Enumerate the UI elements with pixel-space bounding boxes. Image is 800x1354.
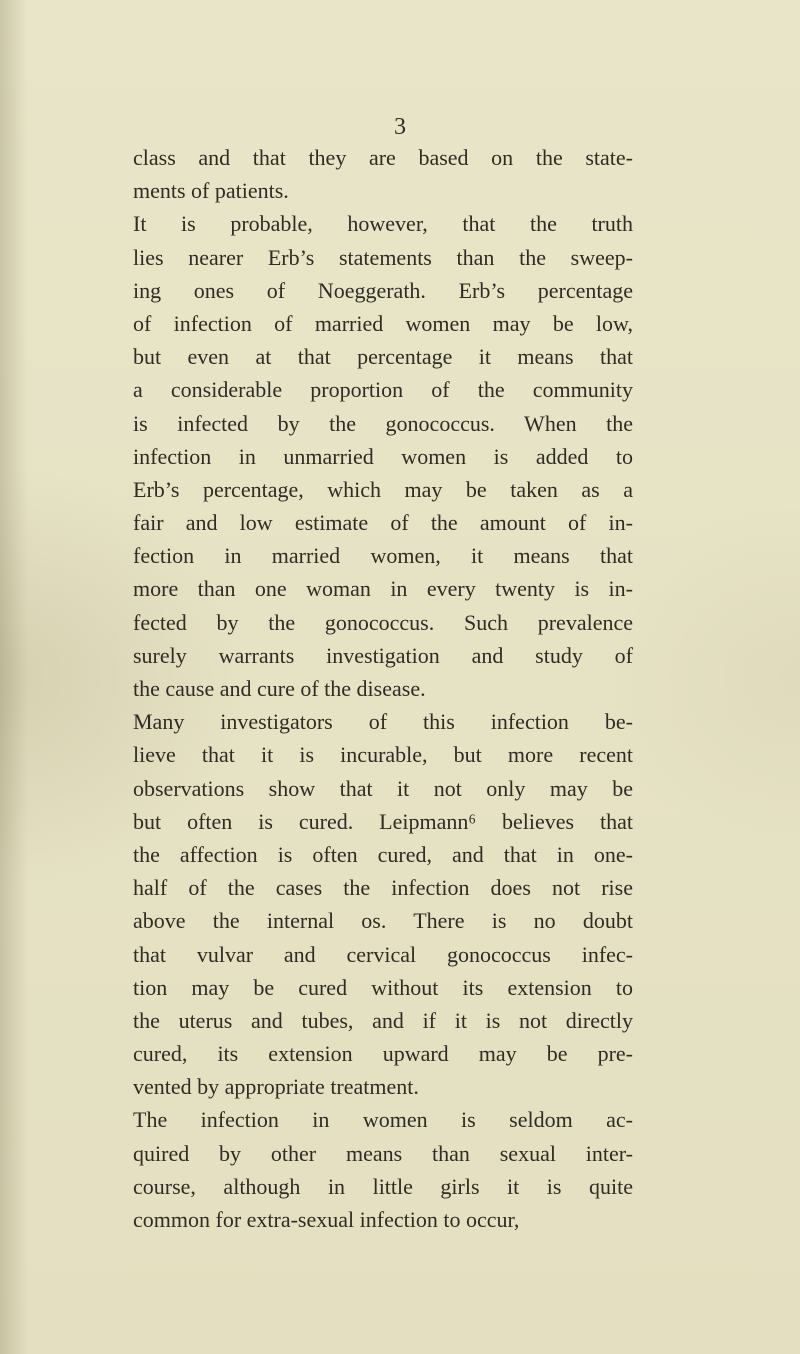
text-line: fection in married women, it means that	[133, 543, 633, 569]
text-line: tion may be cured without its extension to	[133, 974, 633, 1000]
text-line: infection in unmarried women is added to	[133, 443, 633, 469]
text-line: lies nearer Erb’s statements than the sweep-	[133, 244, 633, 270]
text-line: course, although in little girls it is quite	[133, 1173, 633, 1199]
text-line: common for extra-sexual infection to occur,	[133, 1207, 520, 1232]
text-line: observations show that it not only may be	[133, 775, 633, 801]
text-line: Many investigators of this infection be-	[133, 709, 633, 735]
page-gutter-shadow	[0, 0, 28, 1354]
text-line: is infected by the gonococcus. When the	[133, 410, 633, 436]
text-line: the cause and cure of the disease.	[133, 676, 426, 701]
text-line: It is probable, however, that the truth	[133, 211, 633, 237]
text-line: more than one woman in every twenty is in-	[133, 576, 633, 602]
text-line: the affection is often cured, and that in one-	[133, 841, 633, 867]
page-number: 3	[394, 114, 406, 140]
text-line: that vulvar and cervical gonococcus infec-	[133, 941, 633, 967]
text-line: a considerable proportion of the community	[133, 377, 633, 403]
body-text	[133, 141, 633, 1236]
text-line: the uterus and tubes, and if it is not directly	[133, 1007, 633, 1033]
text-line: of infection of married women may be low,	[133, 310, 633, 336]
text-line: but even at that percentage it means that	[133, 344, 633, 370]
text-line: half of the cases the infection does not rise	[133, 875, 633, 901]
text-line: The infection in women is seldom ac-	[133, 1107, 633, 1133]
text-line: class and that they are based on the state-	[133, 145, 633, 170]
text-line: above the internal os. There is no doubt	[133, 908, 633, 934]
text-line: fected by the gonococcus. Such prevalence	[133, 609, 633, 635]
text-line: quired by other means than sexual inter-	[133, 1140, 633, 1166]
text-line: surely warrants investigation and study of	[133, 642, 633, 668]
text-line: ments of patients.	[133, 178, 289, 204]
text-line: but often is cured. Leipmann⁶ believes that	[133, 808, 633, 834]
text-line: Erb’s percentage, which may be taken as a	[133, 476, 633, 502]
text-line: lieve that it is incurable, but more recent	[133, 742, 633, 768]
text-line: vented by appropriate treatment.	[133, 1074, 419, 1100]
text-line: cured, its extension upward may be pre-	[133, 1041, 633, 1067]
text-line: ing ones of Noeggerath. Erb’s percentage	[133, 277, 633, 303]
text-line: fair and low estimate of the amount of in-	[133, 510, 633, 536]
